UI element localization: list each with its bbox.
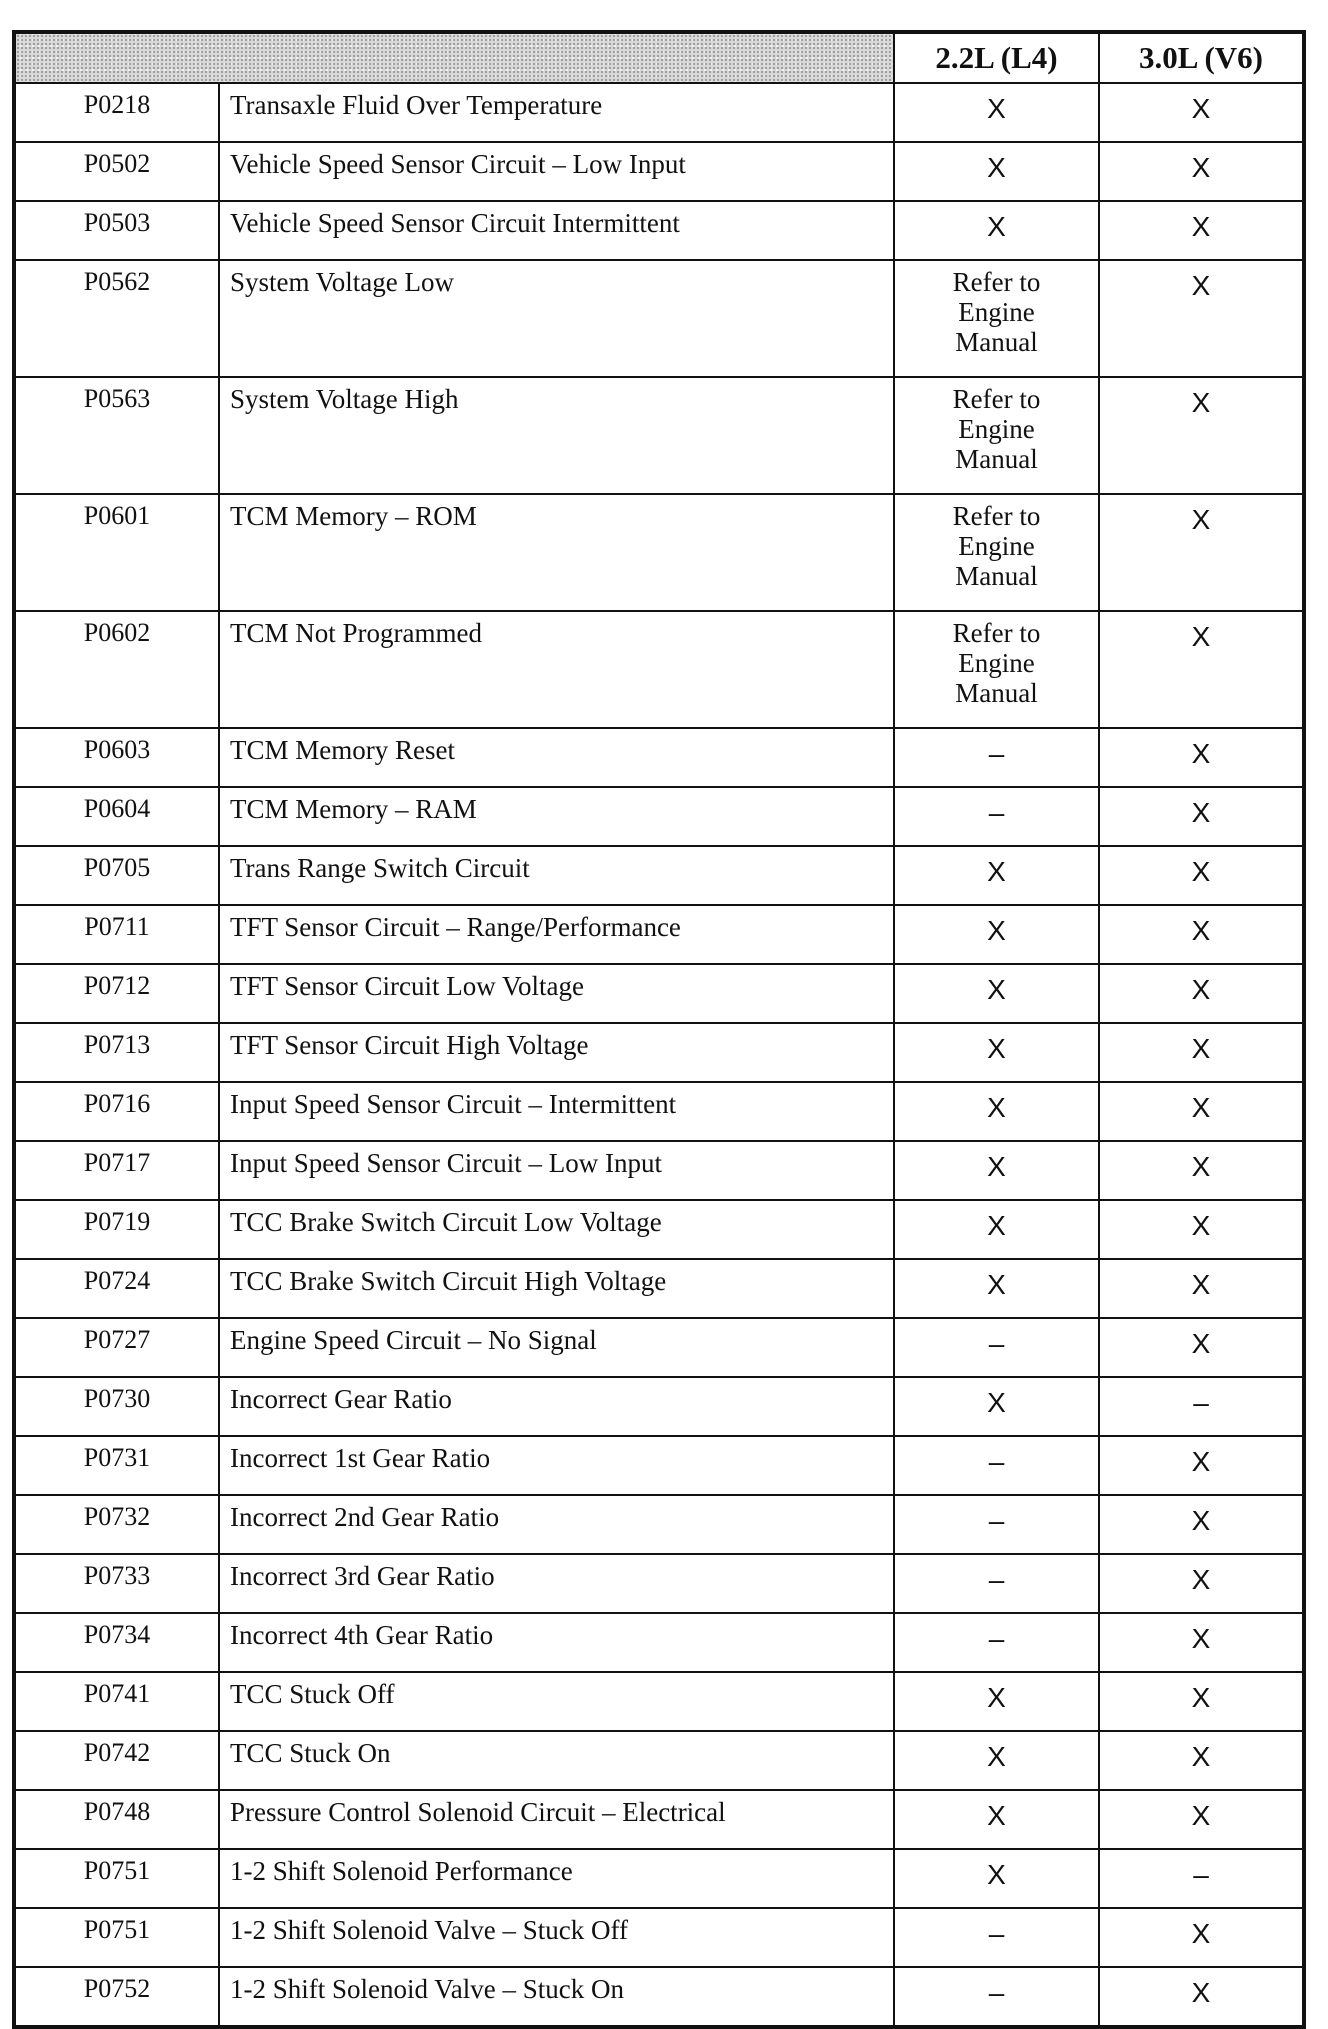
dtc-code-cell: P0724	[14, 1259, 219, 1318]
dtc-description-cell: Input Speed Sensor Circuit – Low Input	[219, 1141, 894, 1200]
dtc-code-cell: P0713	[14, 1023, 219, 1082]
applies-2-2l-cell: X	[894, 1731, 1099, 1790]
dtc-code-cell: P0748	[14, 1790, 219, 1849]
dtc-description-cell: 1-2 Shift Solenoid Valve – Stuck On	[219, 1967, 894, 2027]
table-row	[14, 846, 1304, 905]
dtc-code-cell: P0218	[14, 83, 219, 142]
dtc-description-cell: TCC Stuck Off	[219, 1672, 894, 1731]
dtc-description-cell: TCM Memory – RAM	[219, 787, 894, 846]
table-row	[14, 377, 1304, 494]
applies-3-0l-cell: X	[1099, 1259, 1304, 1318]
dtc-description-cell: Incorrect Gear Ratio	[219, 1377, 894, 1436]
table-row	[14, 611, 1304, 728]
dtc-description-cell: System Voltage High	[219, 377, 894, 494]
applies-2-2l-cell: X	[894, 1790, 1099, 1849]
dtc-code-cell: P0719	[14, 1200, 219, 1259]
applies-3-0l-cell: X	[1099, 1082, 1304, 1141]
dtc-description-cell: 1-2 Shift Solenoid Performance	[219, 1849, 894, 1908]
dtc-description-cell: Incorrect 2nd Gear Ratio	[219, 1495, 894, 1554]
table-row	[14, 1554, 1304, 1613]
dtc-code-cell: P0730	[14, 1377, 219, 1436]
table-row	[14, 964, 1304, 1023]
dtc-applicability-table	[12, 30, 1306, 2029]
table-row	[14, 1495, 1304, 1554]
applies-2-2l-cell: X	[894, 846, 1099, 905]
applies-3-0l-cell: X	[1099, 1436, 1304, 1495]
dtc-code-cell: P0601	[14, 494, 219, 611]
table-row	[14, 1082, 1304, 1141]
applies-3-0l-cell: X	[1099, 964, 1304, 1023]
dtc-description-cell: TFT Sensor Circuit High Voltage	[219, 1023, 894, 1082]
dtc-description-cell: Incorrect 1st Gear Ratio	[219, 1436, 894, 1495]
applies-2-2l-cell: –	[894, 1436, 1099, 1495]
table-row	[14, 1259, 1304, 1318]
dtc-description-cell: TCC Brake Switch Circuit Low Voltage	[219, 1200, 894, 1259]
dtc-description-cell: TCC Stuck On	[219, 1731, 894, 1790]
dtc-code-cell: P0751	[14, 1908, 219, 1967]
applies-2-2l-cell: –	[894, 1318, 1099, 1377]
applies-2-2l-cell: X	[894, 142, 1099, 201]
applies-2-2l-cell: Refer to Engine Manual	[894, 611, 1099, 728]
dtc-code-cell: P0751	[14, 1849, 219, 1908]
applies-3-0l-cell: X	[1099, 1908, 1304, 1967]
table-row	[14, 787, 1304, 846]
table-header	[14, 32, 1304, 83]
column-header-3-0l-v6: 3.0L (V6)	[1099, 32, 1304, 83]
column-header-2-2l-l4: 2.2L (L4)	[894, 32, 1099, 83]
dtc-code-cell: P0741	[14, 1672, 219, 1731]
table-row	[14, 905, 1304, 964]
table-body	[14, 83, 1304, 2027]
applies-3-0l-cell: X	[1099, 787, 1304, 846]
applies-2-2l-cell: X	[894, 964, 1099, 1023]
dtc-code-cell: P0711	[14, 905, 219, 964]
table-row	[14, 142, 1304, 201]
applies-2-2l-cell: –	[894, 728, 1099, 787]
dtc-code-cell: P0732	[14, 1495, 219, 1554]
applies-3-0l-cell: X	[1099, 905, 1304, 964]
applies-3-0l-cell: X	[1099, 260, 1304, 377]
applies-3-0l-cell: X	[1099, 1731, 1304, 1790]
dtc-description-cell: Transaxle Fluid Over Temperature	[219, 83, 894, 142]
applies-3-0l-cell: X	[1099, 1495, 1304, 1554]
dtc-description-cell: Input Speed Sensor Circuit – Intermittent	[219, 1082, 894, 1141]
dtc-description-cell: Vehicle Speed Sensor Circuit Intermittent	[219, 201, 894, 260]
dtc-code-cell: P0712	[14, 964, 219, 1023]
applies-3-0l-cell: –	[1099, 1377, 1304, 1436]
applies-2-2l-cell: X	[894, 1082, 1099, 1141]
dtc-code-cell: P0716	[14, 1082, 219, 1141]
table-row	[14, 1200, 1304, 1259]
table-row	[14, 83, 1304, 142]
dtc-description-cell: Pressure Control Solenoid Circuit – Electrical	[219, 1790, 894, 1849]
dtc-code-cell: P0604	[14, 787, 219, 846]
applies-3-0l-cell: X	[1099, 728, 1304, 787]
applies-3-0l-cell: X	[1099, 83, 1304, 142]
applies-3-0l-cell: X	[1099, 201, 1304, 260]
dtc-description-cell: TCM Memory – ROM	[219, 494, 894, 611]
applies-2-2l-cell: X	[894, 1377, 1099, 1436]
table-row	[14, 494, 1304, 611]
dtc-description-cell: TFT Sensor Circuit – Range/Performance	[219, 905, 894, 964]
dtc-code-cell: P0731	[14, 1436, 219, 1495]
dtc-code-cell: P0503	[14, 201, 219, 260]
applies-2-2l-cell: Refer to Engine Manual	[894, 260, 1099, 377]
applies-3-0l-cell: –	[1099, 1849, 1304, 1908]
applies-2-2l-cell: X	[894, 1849, 1099, 1908]
applies-3-0l-cell: X	[1099, 846, 1304, 905]
applies-3-0l-cell: X	[1099, 1613, 1304, 1672]
applies-2-2l-cell: Refer to Engine Manual	[894, 494, 1099, 611]
dtc-code-cell: P0563	[14, 377, 219, 494]
table-row	[14, 1141, 1304, 1200]
applies-3-0l-cell: X	[1099, 494, 1304, 611]
applies-3-0l-cell: X	[1099, 1672, 1304, 1731]
table-row	[14, 1436, 1304, 1495]
dtc-code-cell: P0602	[14, 611, 219, 728]
dtc-description-cell: Vehicle Speed Sensor Circuit – Low Input	[219, 142, 894, 201]
dtc-code-cell: P0742	[14, 1731, 219, 1790]
applies-2-2l-cell: X	[894, 1141, 1099, 1200]
applies-3-0l-cell: X	[1099, 142, 1304, 201]
applies-3-0l-cell: X	[1099, 377, 1304, 494]
applies-3-0l-cell: X	[1099, 1141, 1304, 1200]
table-row	[14, 1731, 1304, 1790]
dtc-code-cell: P0562	[14, 260, 219, 377]
applies-2-2l-cell: X	[894, 1200, 1099, 1259]
table-row	[14, 1908, 1304, 1967]
table-row	[14, 1672, 1304, 1731]
dtc-code-cell: P0717	[14, 1141, 219, 1200]
applies-3-0l-cell: X	[1099, 1967, 1304, 2027]
dtc-code-cell: P0752	[14, 1967, 219, 2027]
applies-3-0l-cell: X	[1099, 1318, 1304, 1377]
applies-2-2l-cell: X	[894, 201, 1099, 260]
dtc-description-cell: Incorrect 3rd Gear Ratio	[219, 1554, 894, 1613]
dtc-code-cell: P0502	[14, 142, 219, 201]
applies-3-0l-cell: X	[1099, 611, 1304, 728]
applies-2-2l-cell: –	[894, 1908, 1099, 1967]
table-row	[14, 1849, 1304, 1908]
applies-2-2l-cell: X	[894, 1259, 1099, 1318]
applies-2-2l-cell: –	[894, 787, 1099, 846]
dtc-description-cell: Incorrect 4th Gear Ratio	[219, 1613, 894, 1672]
dtc-code-cell: P0733	[14, 1554, 219, 1613]
applies-2-2l-cell: X	[894, 1023, 1099, 1082]
applies-2-2l-cell: –	[894, 1967, 1099, 2027]
applies-2-2l-cell: Refer to Engine Manual	[894, 377, 1099, 494]
dtc-description-cell: TCM Memory Reset	[219, 728, 894, 787]
applies-2-2l-cell: X	[894, 1672, 1099, 1731]
dtc-description-cell: 1-2 Shift Solenoid Valve – Stuck Off	[219, 1908, 894, 1967]
applies-2-2l-cell: X	[894, 83, 1099, 142]
table-row	[14, 1967, 1304, 2027]
applies-2-2l-cell: X	[894, 905, 1099, 964]
applies-3-0l-cell: X	[1099, 1554, 1304, 1613]
applies-3-0l-cell: X	[1099, 1790, 1304, 1849]
table-row	[14, 260, 1304, 377]
dtc-description-cell: TCC Brake Switch Circuit High Voltage	[219, 1259, 894, 1318]
dtc-code-cell: P0603	[14, 728, 219, 787]
table-row	[14, 1613, 1304, 1672]
dtc-description-cell: TFT Sensor Circuit Low Voltage	[219, 964, 894, 1023]
table-row	[14, 201, 1304, 260]
table-row	[14, 1790, 1304, 1849]
dtc-description-cell: System Voltage Low	[219, 260, 894, 377]
dtc-description-cell: TCM Not Programmed	[219, 611, 894, 728]
dtc-description-cell: Trans Range Switch Circuit	[219, 846, 894, 905]
header-row	[14, 32, 1304, 83]
applies-3-0l-cell: X	[1099, 1023, 1304, 1082]
table-row	[14, 1023, 1304, 1082]
applies-2-2l-cell: –	[894, 1613, 1099, 1672]
table-row	[14, 1318, 1304, 1377]
table-row	[14, 728, 1304, 787]
dtc-code-cell: P0705	[14, 846, 219, 905]
applies-2-2l-cell: –	[894, 1554, 1099, 1613]
header-blank-cell	[14, 32, 894, 83]
applies-2-2l-cell: –	[894, 1495, 1099, 1554]
dtc-code-cell: P0727	[14, 1318, 219, 1377]
dtc-description-cell: Engine Speed Circuit – No Signal	[219, 1318, 894, 1377]
applies-3-0l-cell: X	[1099, 1200, 1304, 1259]
dtc-code-cell: P0734	[14, 1613, 219, 1672]
table-row	[14, 1377, 1304, 1436]
